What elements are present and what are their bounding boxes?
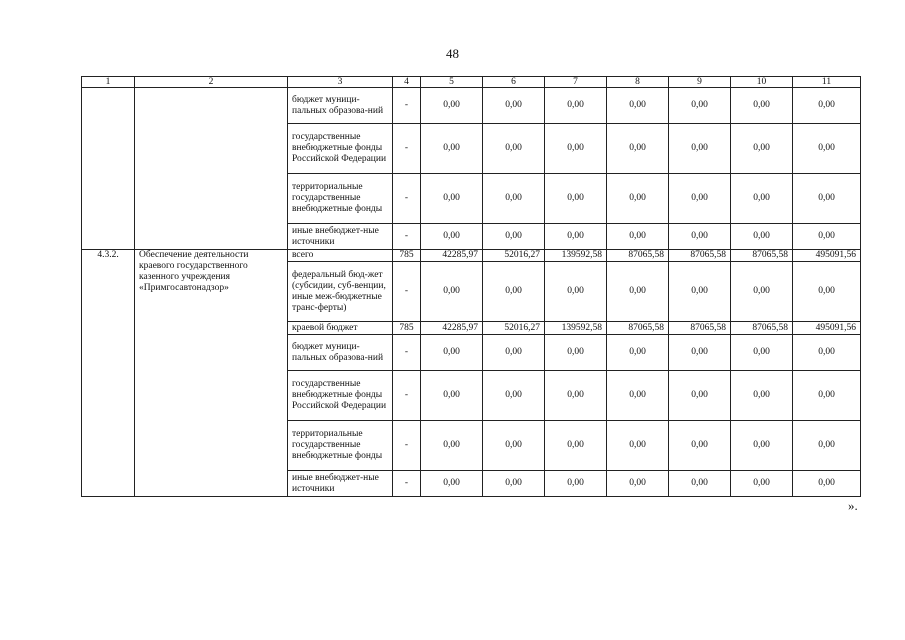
amount-cell: 0,00 xyxy=(545,371,607,421)
header-cell: 2 xyxy=(135,77,288,88)
header-cell: 1 xyxy=(82,77,135,88)
amount-cell: 0,00 xyxy=(607,421,669,471)
column-4-value: - xyxy=(393,471,421,497)
column-4-value: - xyxy=(393,421,421,471)
item-code: 4.3.2. xyxy=(82,250,135,497)
amount-cell: 87065,58 xyxy=(607,322,669,335)
item-name xyxy=(135,88,288,250)
column-4-value: - xyxy=(393,335,421,371)
table-row xyxy=(82,88,861,124)
amount-cell: 0,00 xyxy=(483,421,545,471)
header-cell: 7 xyxy=(545,77,607,88)
header-cell: 9 xyxy=(669,77,731,88)
column-4-value: - xyxy=(393,224,421,250)
amount-cell: 0,00 xyxy=(607,371,669,421)
funding-source: краевой бюджет xyxy=(288,322,393,335)
amount-cell: 0,00 xyxy=(421,224,483,250)
amount-cell: 0,00 xyxy=(421,88,483,124)
column-4-value: 785 xyxy=(393,250,421,262)
column-4-value: - xyxy=(393,88,421,124)
amount-cell: 0,00 xyxy=(545,174,607,224)
header-cell: 5 xyxy=(421,77,483,88)
amount-cell: 42285,97 xyxy=(421,322,483,335)
funding-source: государственные внебюджетные фонды Российской Федерации xyxy=(288,371,393,421)
header-cell: 10 xyxy=(731,77,793,88)
amount-cell: 495091,56 xyxy=(793,322,861,335)
amount-cell: 0,00 xyxy=(669,471,731,497)
amount-cell: 87065,58 xyxy=(669,322,731,335)
item-name: Обеспечение деятельности краевого государственного казенного учреждения «Примгосавтонадзор» xyxy=(135,250,288,497)
amount-cell: 0,00 xyxy=(669,421,731,471)
amount-cell: 495091,56 xyxy=(793,250,861,262)
amount-cell: 0,00 xyxy=(421,174,483,224)
amount-cell: 0,00 xyxy=(731,262,793,322)
table-row xyxy=(82,250,861,262)
amount-cell: 0,00 xyxy=(731,124,793,174)
header-cell: 6 xyxy=(483,77,545,88)
header-cell: 3 xyxy=(288,77,393,88)
amount-cell: 0,00 xyxy=(545,471,607,497)
amount-cell: 0,00 xyxy=(421,262,483,322)
closing-quote: ». xyxy=(848,498,858,513)
amount-cell: 0,00 xyxy=(483,335,545,371)
column-4-value: - xyxy=(393,371,421,421)
amount-cell: 0,00 xyxy=(483,371,545,421)
column-4-value: - xyxy=(393,262,421,322)
amount-cell: 0,00 xyxy=(607,88,669,124)
funding-source: иные внебюджет-ные источники xyxy=(288,471,393,497)
amount-cell: 0,00 xyxy=(669,124,731,174)
amount-cell: 87065,58 xyxy=(731,322,793,335)
amount-cell: 0,00 xyxy=(421,371,483,421)
amount-cell: 0,00 xyxy=(545,335,607,371)
amount-cell: 0,00 xyxy=(607,174,669,224)
amount-cell: 0,00 xyxy=(669,224,731,250)
amount-cell: 139592,58 xyxy=(545,322,607,335)
amount-cell: 0,00 xyxy=(607,262,669,322)
program-table xyxy=(81,76,861,497)
amount-cell: 0,00 xyxy=(607,124,669,174)
amount-cell: 0,00 xyxy=(793,335,861,371)
amount-cell: 0,00 xyxy=(607,224,669,250)
header-row xyxy=(82,77,861,88)
amount-cell: 0,00 xyxy=(421,124,483,174)
amount-cell: 87065,58 xyxy=(669,250,731,262)
amount-cell: 0,00 xyxy=(483,471,545,497)
amount-cell: 0,00 xyxy=(483,224,545,250)
amount-cell: 0,00 xyxy=(731,371,793,421)
funding-source: территориальные государственные внебюджетные фонды xyxy=(288,421,393,471)
amount-cell: 0,00 xyxy=(669,174,731,224)
amount-cell: 0,00 xyxy=(793,224,861,250)
amount-cell: 0,00 xyxy=(731,174,793,224)
amount-cell: 42285,97 xyxy=(421,250,483,262)
amount-cell: 0,00 xyxy=(731,224,793,250)
amount-cell: 0,00 xyxy=(731,335,793,371)
header-cell: 4 xyxy=(393,77,421,88)
amount-cell: 0,00 xyxy=(793,262,861,322)
amount-cell: 87065,58 xyxy=(731,250,793,262)
amount-cell: 0,00 xyxy=(607,335,669,371)
amount-cell: 0,00 xyxy=(731,88,793,124)
funding-source: федеральный бюд-жет (субсидии, суб-венции, иные меж-бюджетные транс-ферты) xyxy=(288,262,393,322)
amount-cell: 0,00 xyxy=(607,471,669,497)
amount-cell: 52016,27 xyxy=(483,250,545,262)
amount-cell: 0,00 xyxy=(483,262,545,322)
amount-cell: 0,00 xyxy=(669,371,731,421)
amount-cell: 0,00 xyxy=(545,88,607,124)
funding-source: бюджет муници-пальных образова-ний xyxy=(288,335,393,371)
column-4-value: 785 xyxy=(393,322,421,335)
amount-cell: 0,00 xyxy=(421,421,483,471)
amount-cell: 0,00 xyxy=(669,262,731,322)
amount-cell: 0,00 xyxy=(793,124,861,174)
amount-cell: 0,00 xyxy=(793,421,861,471)
amount-cell: 0,00 xyxy=(421,335,483,371)
amount-cell: 0,00 xyxy=(793,371,861,421)
amount-cell: 0,00 xyxy=(545,124,607,174)
amount-cell: 139592,58 xyxy=(545,250,607,262)
amount-cell: 0,00 xyxy=(483,88,545,124)
amount-cell: 0,00 xyxy=(421,471,483,497)
amount-cell: 0,00 xyxy=(545,262,607,322)
amount-cell: 0,00 xyxy=(545,224,607,250)
page-number: 48 xyxy=(446,46,459,61)
amount-cell: 0,00 xyxy=(793,174,861,224)
column-4-value: - xyxy=(393,124,421,174)
amount-cell: 0,00 xyxy=(793,471,861,497)
amount-cell: 0,00 xyxy=(545,421,607,471)
column-4-value: - xyxy=(393,174,421,224)
item-code xyxy=(82,88,135,250)
header-cell: 8 xyxy=(607,77,669,88)
amount-cell: 0,00 xyxy=(483,174,545,224)
amount-cell: 0,00 xyxy=(669,88,731,124)
funding-source: иные внебюджет-ные источники xyxy=(288,224,393,250)
amount-cell: 87065,58 xyxy=(607,250,669,262)
funding-source: территориальные государственные внебюджетные фонды xyxy=(288,174,393,224)
amount-cell: 0,00 xyxy=(731,421,793,471)
amount-cell: 52016,27 xyxy=(483,322,545,335)
amount-cell: 0,00 xyxy=(731,471,793,497)
funding-source: бюджет муници-пальных образова-ний xyxy=(288,88,393,124)
funding-source: государственные внебюджетные фонды Российской Федерации xyxy=(288,124,393,174)
amount-cell: 0,00 xyxy=(793,88,861,124)
funding-source: всего xyxy=(288,250,393,262)
amount-cell: 0,00 xyxy=(483,124,545,174)
amount-cell: 0,00 xyxy=(669,335,731,371)
header-cell: 11 xyxy=(793,77,861,88)
